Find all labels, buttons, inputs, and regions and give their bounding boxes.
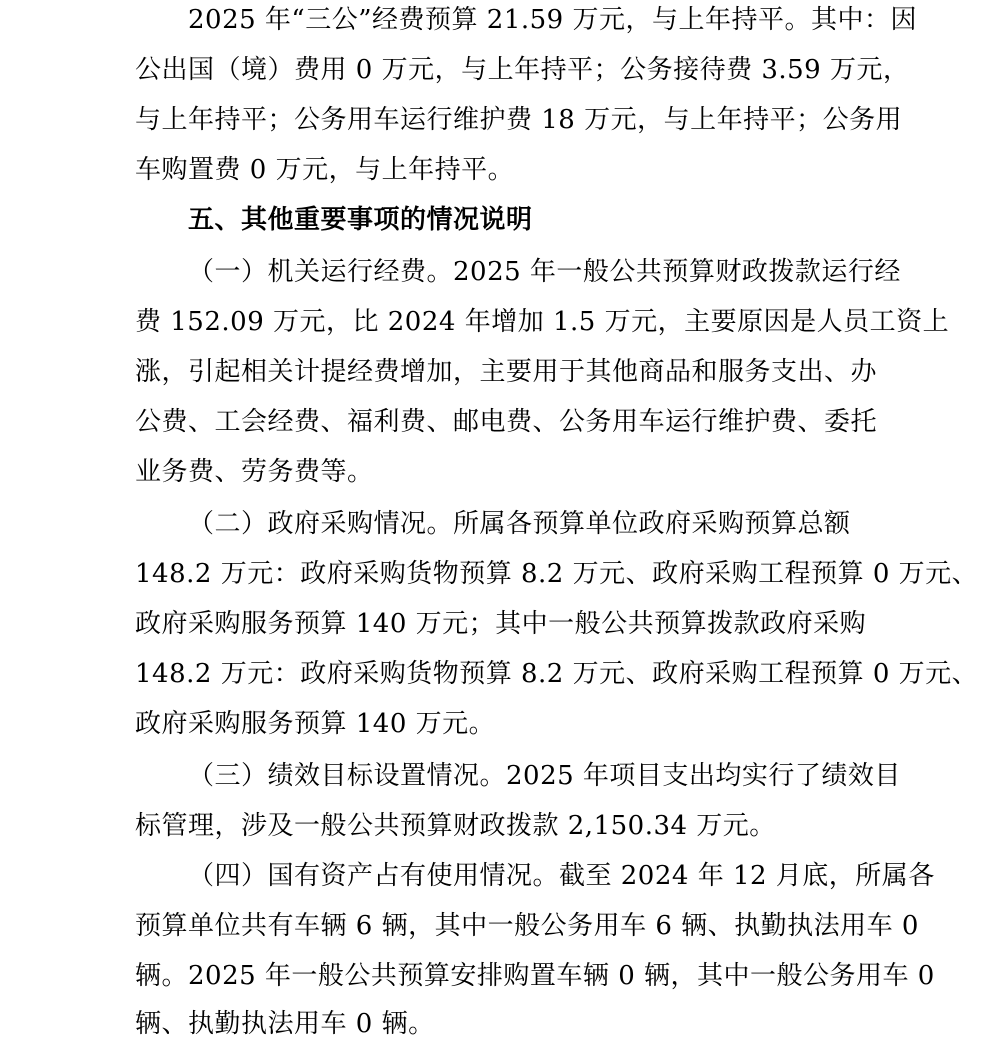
procurement-line-1: （二）政府采购情况。所属各预算单位政府采购预算总额: [188, 509, 851, 539]
operating-costs-line-3: 涨，引起相关计提经费增加，主要用于其他商品和服务支出、办: [135, 357, 878, 387]
assets-line-3: 辆。2025 年一般公共预算安排购置车辆 0 辆，其中一般公务用车 0: [135, 961, 935, 991]
section-five-heading: 五、其他重要事项的情况说明: [188, 205, 533, 235]
assets-line-2: 预算单位共有车辆 6 辆，其中一般公务用车 6 辆、执勤执法用车 0: [135, 911, 919, 941]
sanggong-line-4: 车购置费 0 万元，与上年持平。: [135, 155, 515, 185]
operating-costs-line-5: 业务费、劳务费等。: [135, 457, 374, 487]
procurement-line-5: 政府采购服务预算 140 万元。: [135, 709, 496, 739]
operating-costs-line-4: 公费、工会经费、福利费、邮电费、公务用车运行维护费、委托: [135, 407, 878, 437]
sanggong-line-2: 公出国（境）费用 0 万元，与上年持平；公务接待费 3.59 万元，: [135, 55, 910, 85]
performance-line-1: （三）绩效目标设置情况。2025 年项目支出均实行了绩效目: [188, 761, 901, 791]
sanggong-line-1: 2025 年“三公”经费预算 21.59 万元，与上年持平。其中：因: [188, 5, 917, 35]
sanggong-line-3: 与上年持平；公务用车运行维护费 18 万元，与上年持平；公务用: [135, 105, 903, 135]
procurement-line-2: 148.2 万元：政府采购货物预算 8.2 万元、政府采购工程预算 0 万元、: [135, 559, 979, 589]
operating-costs-line-1: （一）机关运行经费。2025 年一般公共预算财政拨款运行经: [188, 257, 901, 287]
assets-line-1: （四）国有资产占有使用情况。截至 2024 年 12 月底，所属各: [188, 861, 935, 891]
assets-line-4: 辆、执勤执法用车 0 辆。: [135, 1009, 435, 1039]
procurement-line-3: 政府采购服务预算 140 万元；其中一般公共预算拨款政府采购: [135, 609, 867, 639]
procurement-line-4: 148.2 万元：政府采购货物预算 8.2 万元、政府采购工程预算 0 万元、: [135, 659, 979, 689]
performance-line-2: 标管理，涉及一般公共预算财政拨款 2,150.34 万元。: [135, 811, 776, 841]
operating-costs-line-2: 费 152.09 万元，比 2024 年增加 1.5 万元，主要原因是人员工资上: [135, 307, 950, 337]
